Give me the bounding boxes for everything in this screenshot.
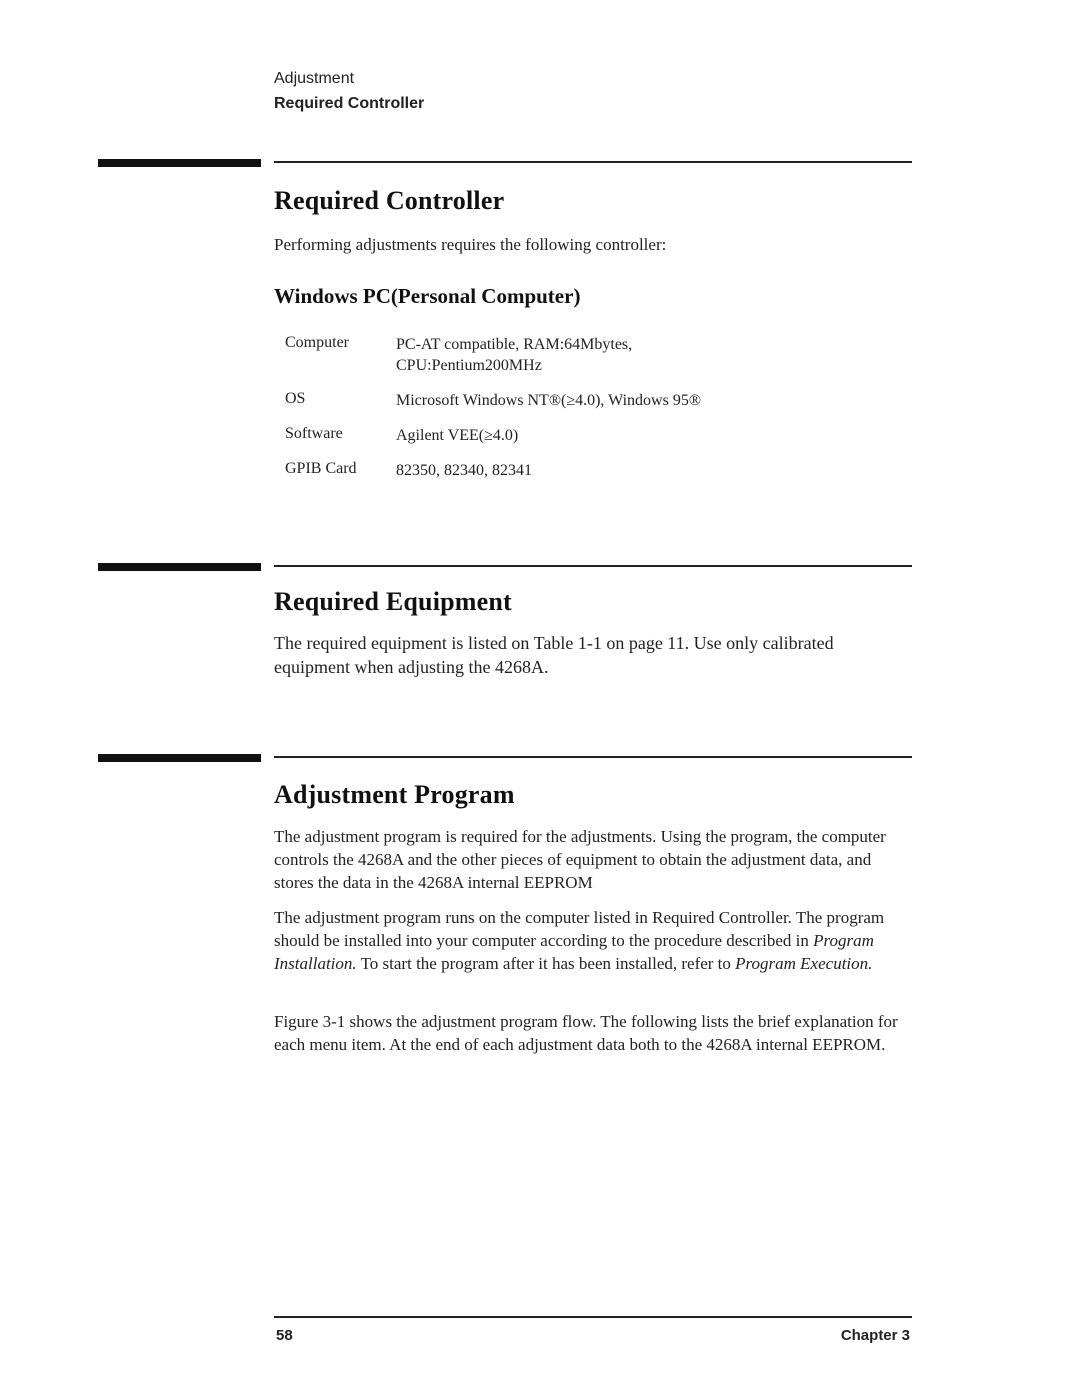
spec-value-computer [396, 334, 816, 376]
subheading-windows-pc: Windows PC(Personal Computer) [274, 284, 581, 308]
spec-label-software: Software [285, 425, 343, 442]
spec-label-computer: Computer [285, 334, 349, 351]
program-execution-link[interactable]: Program Execution. [735, 954, 873, 973]
section-divider [274, 565, 912, 567]
spec-value-gpib-card: 82350, 82340, 82341 [396, 462, 532, 479]
spec-value-computer-line2: CPU:Pentium200MHz [396, 357, 542, 374]
section-divider [274, 161, 912, 163]
spec-value-software: Agilent VEE(≥4.0) [396, 427, 519, 444]
program-installation-link[interactable]: Program Installation. [274, 931, 874, 973]
program-paragraph-2-text-b: To start the program after it has been installed, refer to [356, 954, 736, 973]
spec-value-os: Microsoft Windows NT®(≥4.0), Windows 95® [396, 392, 701, 409]
section-divider [274, 756, 912, 758]
section-marker-bar [98, 563, 261, 571]
section-marker-bar [98, 159, 261, 167]
section-marker-bar [98, 754, 261, 762]
heading-required-controller: Required Controller [274, 186, 505, 215]
footer-rule [274, 1316, 912, 1318]
program-paragraph-1: The adjustment program is required for the adjustments. Using the program, the computer controls the 4268A and the other pieces of equipment to obtain the adjustment data, and stores the data in the 4268A internal EEPROM [274, 827, 886, 892]
spec-label-gpib-card: GPIB Card [285, 460, 357, 477]
heading-required-equipment: Required Equipment [274, 587, 512, 616]
equipment-body: The required equipment is listed on Table 1-1 on page 11. Use only calibrated equipment when adjusting the 4268A. [274, 633, 834, 677]
program-paragraph-2 [274, 906, 914, 975]
program-paragraph-2-text-a: The adjustment program runs on the computer listed in Required Controller. The program should be installed into your computer according to the procedure described in [274, 908, 885, 950]
page-number: 58 [276, 1327, 293, 1344]
heading-adjustment-program: Adjustment Program [274, 780, 515, 809]
footer-chapter-label: Chapter 3 [840, 1327, 910, 1344]
spec-label-os: OS [285, 390, 306, 407]
spec-value-computer-line1: PC-AT compatible, RAM:64Mbytes, [396, 336, 633, 353]
running-header-section: Required Controller [274, 95, 425, 112]
controller-intro: Performing adjustments requires the following controller: [274, 235, 667, 254]
program-paragraph-3: Figure 3-1 shows the adjustment program flow. The following lists the brief explanation for each menu item. At the end of each adjustment data both to the 4268A internal EEPROM. [274, 1012, 898, 1054]
running-header-chapter: Adjustment [274, 70, 355, 87]
